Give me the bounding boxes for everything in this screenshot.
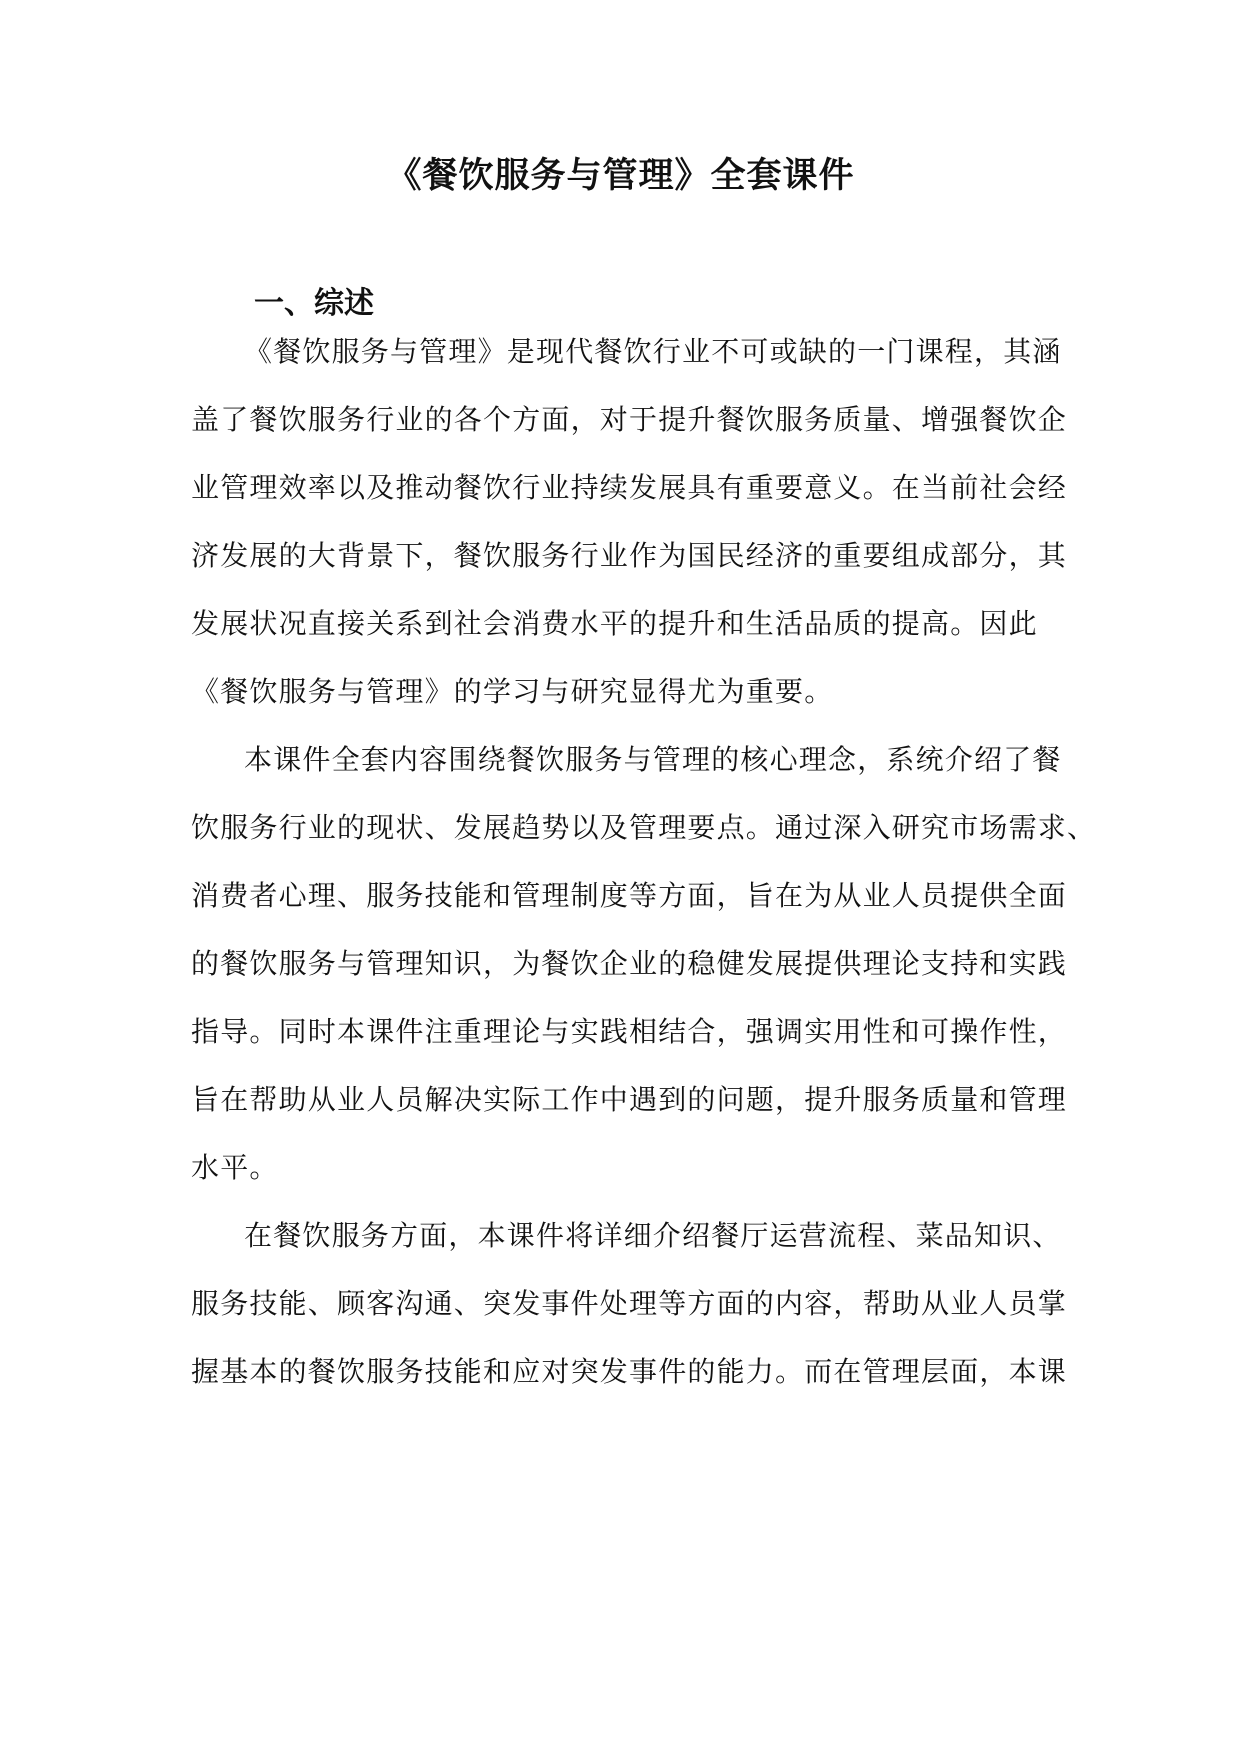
paragraph-line: 《餐饮服务与管理》的学习与研究显得尤为重要。 xyxy=(191,675,834,708)
paragraph-line: 业管理效率以及推动餐饮行业持续发展具有重要意义。在当前社会经 xyxy=(191,471,1068,504)
paragraph-line: 握基本的餐饮服务技能和应对突发事件的能力。而在管理层面，本课 xyxy=(191,1355,1068,1388)
paragraph-line: 饮服务行业的现状、发展趋势以及管理要点。通过深入研究市场需求、 xyxy=(191,811,1097,844)
paragraph-line: 水平。 xyxy=(191,1151,279,1184)
paragraph-line: 旨在帮助从业人员解决实际工作中遇到的问题，提升服务质量和管理 xyxy=(191,1083,1068,1116)
paragraph-line: 本课件全套内容围绕餐饮服务与管理的核心理念，系统介绍了餐 xyxy=(244,743,1062,776)
paragraph-line: 服务技能、顾客沟通、突发事件处理等方面的内容，帮助从业人员掌 xyxy=(191,1287,1068,1320)
section-heading: 一、综述 xyxy=(254,286,374,321)
paragraph-line: 发展状况直接关系到社会消费水平的提升和生活品质的提高。因此 xyxy=(191,607,1038,640)
paragraph-line: 在餐饮服务方面，本课件将详细介绍餐厅运营流程、菜品知识、 xyxy=(244,1219,1062,1252)
document-title: 《餐饮服务与管理》全套课件 xyxy=(386,156,855,196)
paragraph-line: 指导。同时本课件注重理论与实践相结合，强调实用性和可操作性， xyxy=(191,1015,1068,1048)
paragraph-line: 的餐饮服务与管理知识，为餐饮企业的稳健发展提供理论支持和实践 xyxy=(191,947,1068,980)
paragraph-line: 《餐饮服务与管理》是现代餐饮行业不可或缺的一门课程，其涵 xyxy=(244,335,1062,368)
paragraph-line: 济发展的大背景下，餐饮服务行业作为国民经济的重要组成部分，其 xyxy=(191,539,1068,572)
paragraph-line: 盖了餐饮服务行业的各个方面，对于提升餐饮服务质量、增强餐饮企 xyxy=(191,403,1068,436)
paragraph-line: 消费者心理、服务技能和管理制度等方面，旨在为从业人员提供全面 xyxy=(191,879,1068,912)
